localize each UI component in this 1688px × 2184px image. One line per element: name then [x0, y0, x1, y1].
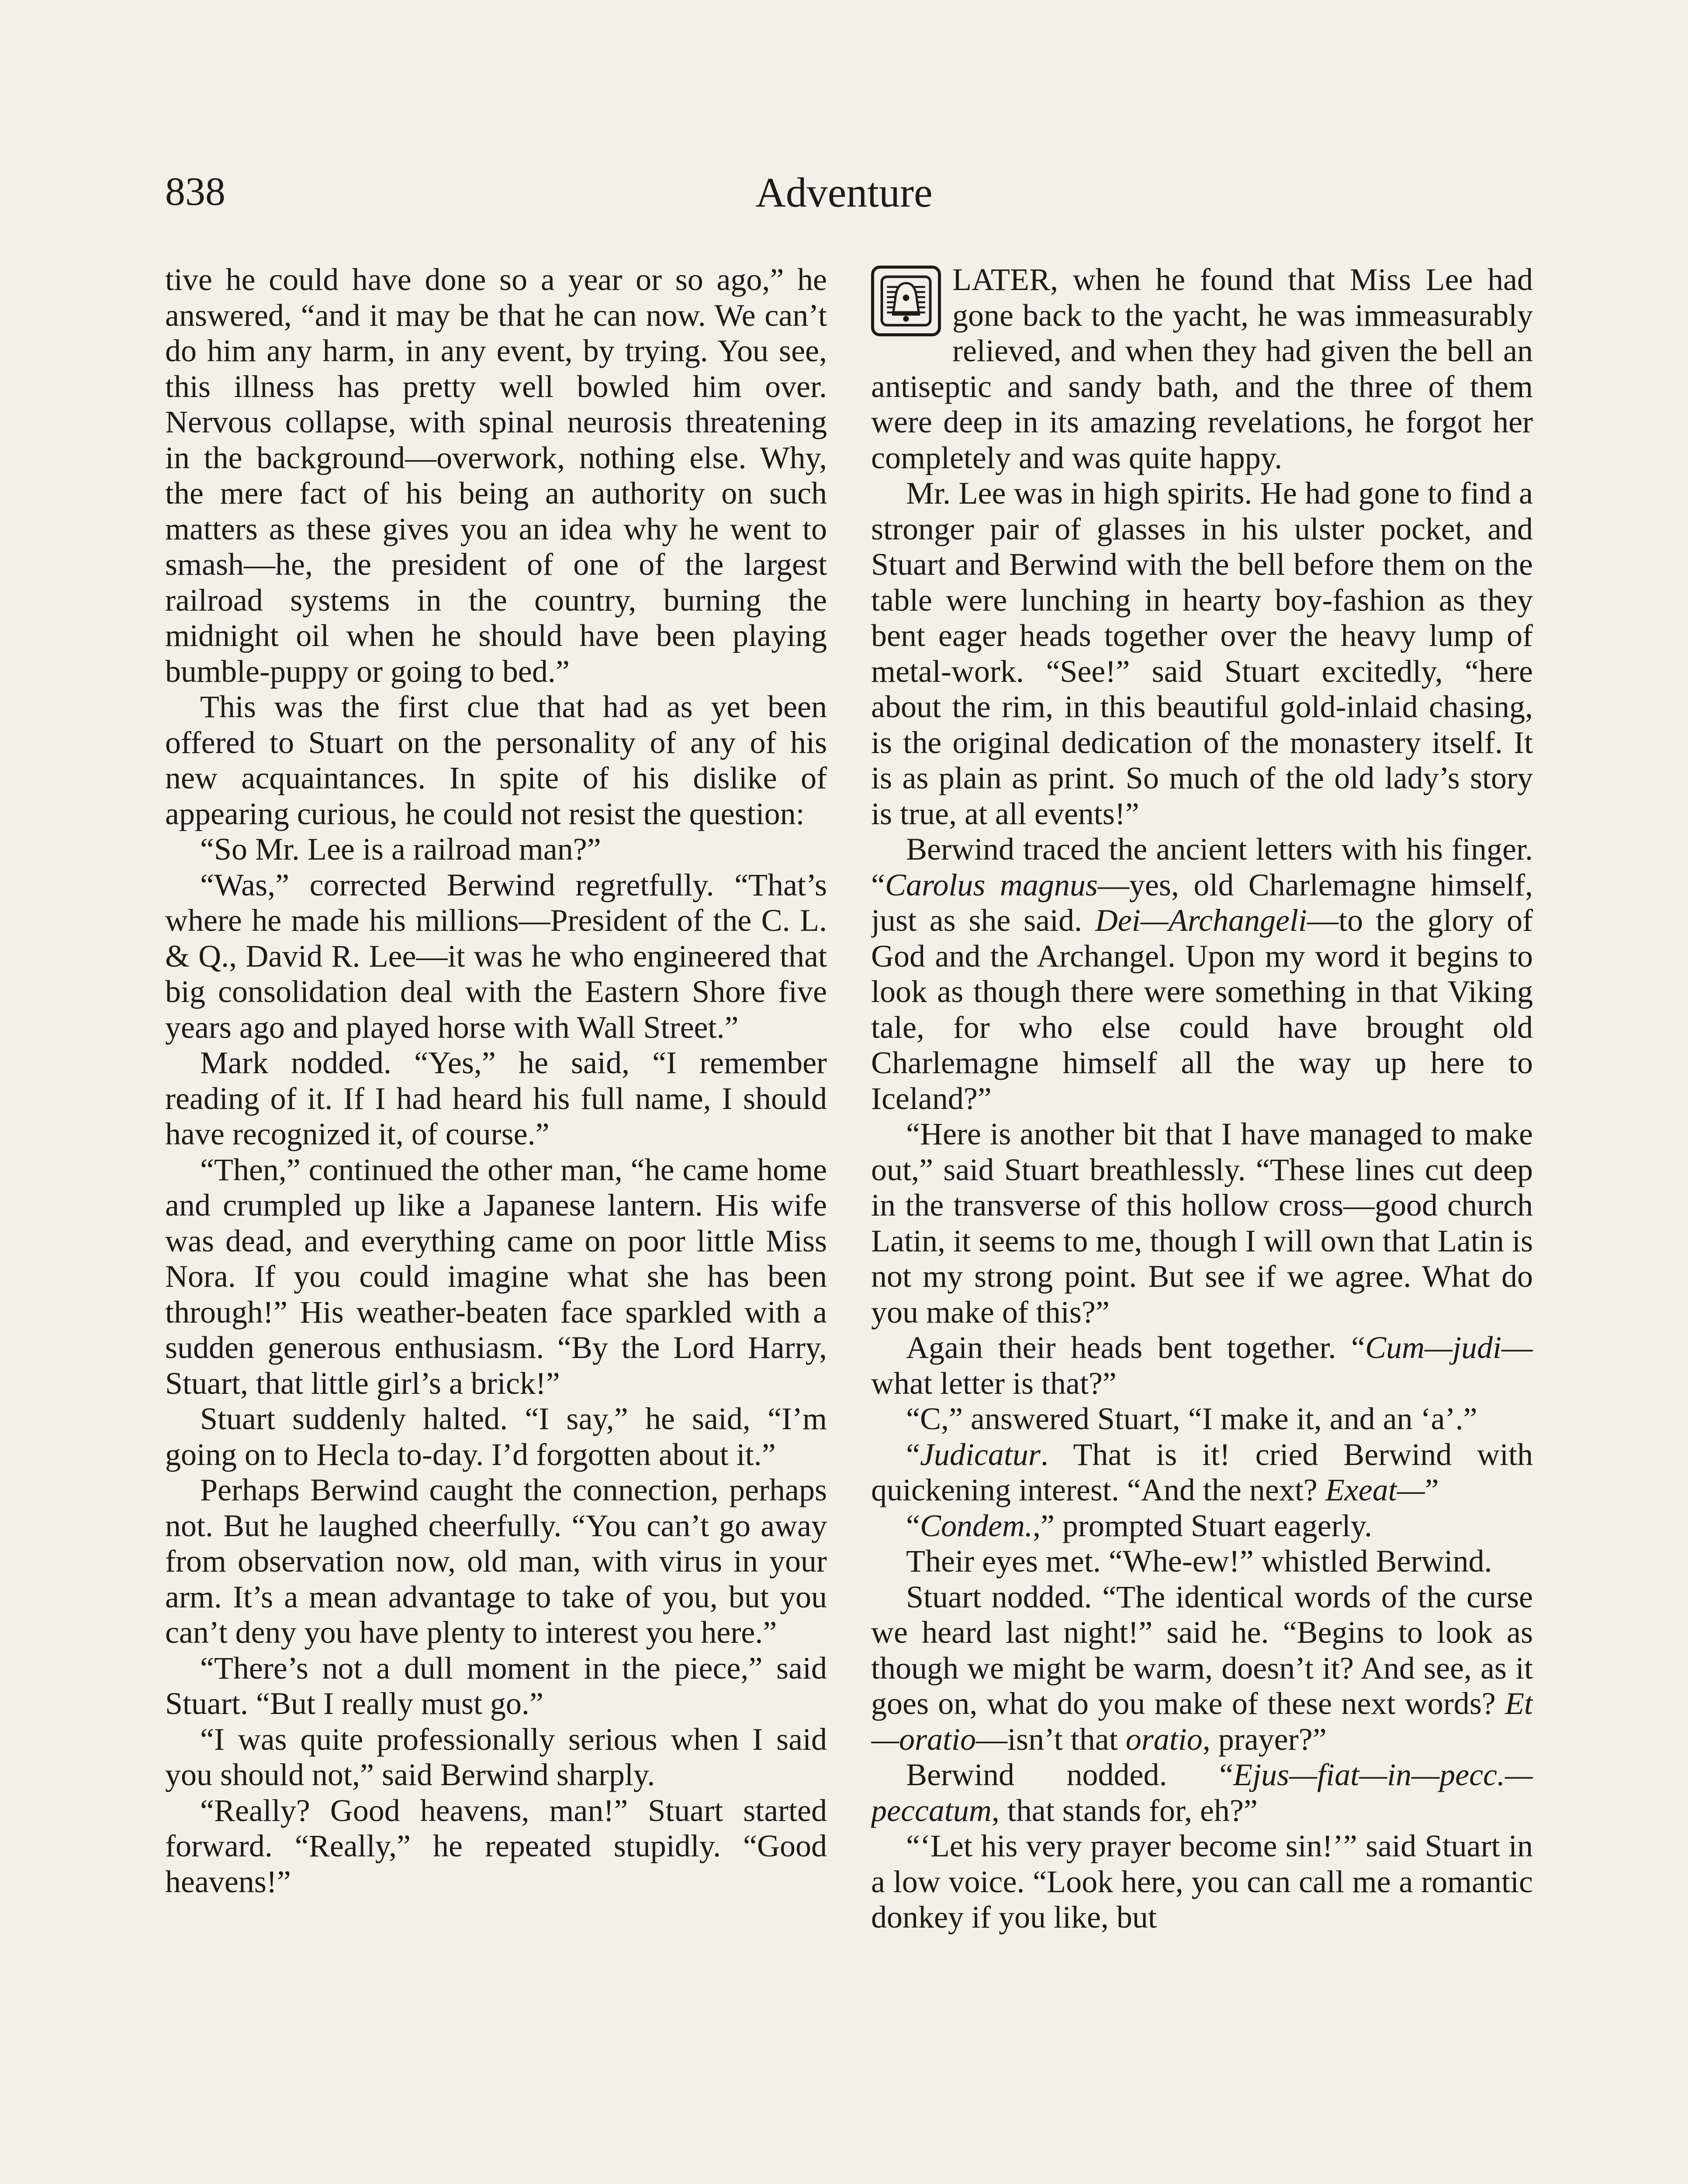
paragraph: “C,” answered Stuart, “I make it, and an ‘a’.”: [906, 1401, 1477, 1436]
paragraph: “‘Let his very prayer become sin!’” said Stuart in a low voice. “Look here, you can call me a romantic donkey if you like, but: [871, 1828, 1533, 1935]
paragraph: Stuart suddenly halted. “I say,” he said, “I’m going on to Hecla to-day. I’d forgotten about it.”: [165, 1401, 827, 1472]
paragraph: Berwind nodded. “Ejus—fiat—in—pecc.—peccatum, that stands for, eh?”: [871, 1757, 1533, 1828]
paragraph: “Condem.,” prompted Stuart eagerly.: [906, 1508, 1373, 1543]
paragraph: Again their heads bent together. “Cum—judi—what letter is that?”: [871, 1330, 1533, 1401]
paragraph: Stuart nodded. “The identical words of the curse we heard last night!” said he. “Begins to look as though we might be warm, doesn’t it? And see, as it goes on, what do you make of these next words? Et—oratio—isn’t that oratio, prayer?”: [871, 1579, 1533, 1757]
paragraph: LATER, when he found that Miss Lee had gone back to the yacht, he was immeasurably relieved, and when they had given the bell an antiseptic and sandy bath, and the three of them were deep in its amazing revelations, he forgot her completely and was quite happy.: [871, 262, 1533, 475]
paragraph: tive he could have done so a year or so ago,” he answered, “and it may be that he can now. We can’t do him any harm, in any event, by trying. You see, this illness has pretty well bowled him over. Nervous collapse, with spinal neurosis threatening in the background—overwork, nothing else. Why, the mere fact of his being an authority on such matters as these gives you an idea why he went to smash—he, the president of one of the largest railroad systems in the country, burning the midnight oil when he should have been playing bumble-puppy or going to bed.”: [165, 262, 827, 689]
paragraph: Their eyes met. “Whe-ew!” whistled Berwind.: [906, 1544, 1492, 1579]
right-text-column: [871, 262, 1533, 2184]
paragraph: Mark nodded. “Yes,” he said, “I remember reading of it. If I had heard his full name, I should have recognized it, of course.”: [165, 1045, 827, 1151]
left-text-column: [165, 262, 827, 2184]
paragraph: “I was quite professionally serious when I said you should not,” said Berwind sharply.: [165, 1721, 827, 1792]
paragraph: Perhaps Berwind caught the connection, perhaps not. But he laughed cheerfully. “You can’t go away from observation now, old man, with virus in your arm. It’s a mean advantage to take of you, but you can’t deny you have plenty to interest you here.”: [165, 1472, 827, 1650]
paragraph: “Then,” continued the other man, “he came home and crumpled up like a Japanese lantern. His wife was dead, and everything came on poor little Miss Nora. If you could imagine what she has been through!” His weather-beaten face sparkled with a sudden generous enthusiasm. “By the Lord Harry, Stuart, that little girl’s a brick!”: [165, 1152, 827, 1401]
paragraph: Berwind traced the ancient letters with his finger. “Carolus magnus—yes, old Charlemagne himself, just as she said. Dei—Archangeli—to the glory of God and the Archangel. Upon my word it begins to look as though there were something in that Viking tale, for who else could have brought old Charlemagne himself all the way up here to Iceland?”: [871, 832, 1533, 1116]
paragraph: This was the first clue that had as yet been offered to Stuart on the personality of any of his new acquaintances. In spite of his dislike of appearing curious, he could not resist the question:: [165, 689, 827, 831]
paragraph: “So Mr. Lee is a railroad man?”: [200, 832, 601, 867]
magazine-title: Adventure: [755, 169, 933, 216]
paragraph: “Judicatur. That is it! cried Berwind with quickening interest. “And the next? Exeat—”: [871, 1437, 1533, 1507]
paragraph: “Was,” corrected Berwind regretfully. “That’s where he made his millions—President of the C. L. & Q., David R. Lee—it was he who engineered that big consolidation deal with the Eastern Shore five years ago and played horse with Wall Street.”: [165, 867, 827, 1045]
paragraph: Mr. Lee was in high spirits. He had gone to find a stronger pair of glasses in his ulster pocket, and Stuart and Berwind with the bell before them on the table were lunching in hearty boy-fashion as they bent eager heads together over the heavy lump of metal-work. “See!” said Stuart excitedly, “here about the rim, in this beautiful gold-inlaid chasing, is the original dedication of the monastery itself. It is as plain as print. So much of the old lady’s story is true, at all events!”: [871, 476, 1533, 831]
paragraph: “Here is another bit that I have managed to make out,” said Stuart breathlessly. “These lines cut deep in the transverse of this hollow cross—good church Latin, it seems to me, though I will own that Latin is not my strong point. But see if we agree. What do you make of this?”: [871, 1116, 1533, 1330]
paragraph: “Really? Good heavens, man!” Stuart started forward. “Really,” he repeated stupidly. “Good heavens!”: [165, 1793, 827, 1899]
paragraph: “There’s not a dull moment in the piece,” said Stuart. “But I really must go.”: [165, 1650, 827, 1721]
running-head: [165, 168, 1523, 225]
bell-ornament-icon: [871, 266, 941, 336]
page-number: 838: [165, 169, 225, 214]
